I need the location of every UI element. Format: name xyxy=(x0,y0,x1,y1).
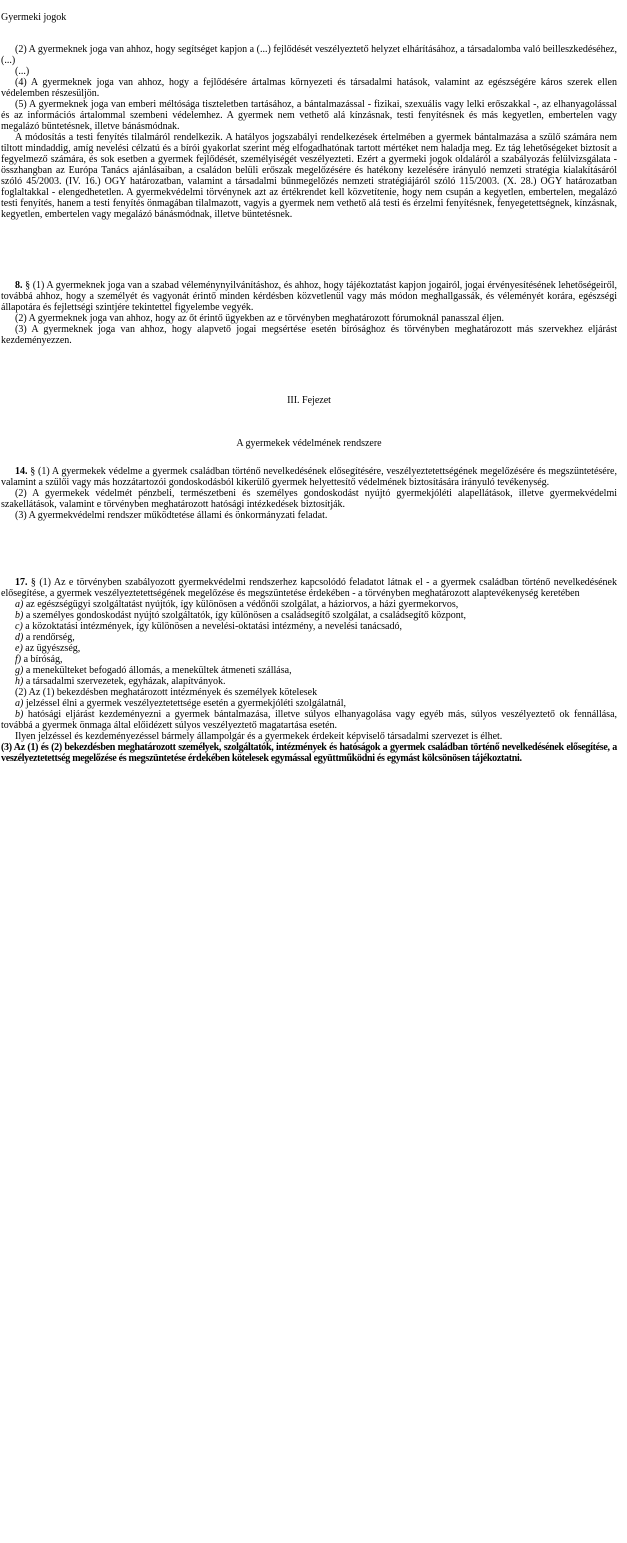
section-number: 17. xyxy=(15,577,28,588)
paragraph: 17. § (1) Az e törvényben szabályozott gyermekvédelmi rendszerhez kapcsolódó feladatot látnak el - a gyermek családban történő nevelkedésének elősegítése, a gyermek veszélyeztetettségének megelőzése és megszüntetése érdekében - a törvényben meghatározott alaptevékenység keretében xyxy=(1,577,617,599)
list-item: h) a társadalmi szervezetek, egyházak, alapítványok. xyxy=(15,676,226,687)
section-8 xyxy=(1,280,617,346)
paragraph: 8. § (1) A gyermeknek joga van a szabad véleménynyilvánításhoz, és ahhoz, hogy tájékoztatást kapjon jogairól, jogai érvényesítésének lehetőségeiről, továbbá ahhoz, hogy a személyét és vagyonát érintő minden kérdésben közvetlenül vagy más módon meghallgassák, és véleményét korára, egészségi állapotára és fejlettségi szintjére tekintettel figyelembe vegyék. xyxy=(1,280,617,313)
paragraph: (3) A gyermeknek joga van ahhoz, hogy alapvető jogai megsértése esetén bírósághoz és törvényben meghatározott más szervekhez eljárást kezdeményezzen. xyxy=(1,324,617,346)
list-item: b) hatósági eljárást kezdeményezni a gyermek bántalmazása, illetve súlyos elhanyagolása vagy egyéb más, súlyos veszélyeztető ok fennállása, továbbá a gyermek önmaga által előidézett súlyos veszélyeztető magatartása esetén. xyxy=(1,709,618,731)
section-number: 14. xyxy=(15,466,28,477)
paragraph: (2) Az (1) bekezdésben meghatározott intézmények és személyek kötelesek xyxy=(15,687,318,698)
document-title: Gyermeki jogok xyxy=(1,12,67,23)
list-item: e) az ügyészség, xyxy=(15,643,81,654)
paragraph: Ilyen jelzéssel és kezdeményezéssel bármely állampolgár és a gyermekek érdekeit képviselő társadalmi szervezet is élhet. xyxy=(15,731,503,742)
paragraph: (2) A gyermekek védelmét pénzbeli, természetbeni és személyes gondoskodást nyújtó gyermekjóléti alapellátások, illetve gyermekvédelmi szakellátások, valamint e törvényben meghatározott hatósági intézkedések biztosítják. xyxy=(1,488,617,510)
section-number: 8. xyxy=(15,280,23,291)
paragraph: (2) A gyermeknek joga van ahhoz, hogy az őt érintő ügyekben az e törvényben meghatározott fórumoknál panasszal éljen. xyxy=(15,313,504,324)
chapter-heading: III. Fejezet xyxy=(287,395,331,406)
list-item: d) a rendőrség, xyxy=(15,632,75,643)
list-item: a) jelzéssel élni a gyermek veszélyeztetettsége esetén a gyermekjóléti szolgálatnál, xyxy=(15,698,346,709)
paragraph: (4) A gyermeknek joga van ahhoz, hogy a fejlődésére ártalmas környezeti és társadalmi hatások, valamint az egészségére káros szerek ellen védelemben részesüljön. xyxy=(1,77,617,99)
paragraph: 14. § (1) A gyermekek védelme a gyermek családban történő nevelkedésének elősegítésére, veszélyeztetettségének megelőzésére és megszüntetésére, valamint a szülői vagy más hozzátartozói gondoskodásból kikerülő gyermek helyettesítő védelmének biztosítására irányuló tevékenység. xyxy=(1,466,617,488)
paragraph: A módosítás a testi fenyítés tilalmáról rendelkezik. A hatályos jogszabályi rendelkezések értelmében a gyermek bántalmazása a szülő számára nem tiltott mindaddig, amíg nevelési célzatú és a bírói gyakorlat szerint még elfogadhatónak tartott mértéket nem haladja meg. Ez tág lehetőségeket biztosít a fegyelmező számára, és sok esetben a gyermek fejlődését, személyiségét veszélyezteti. Ezért a gyermeki jogok oldaláról a szabályozás felülvizsgálata - összhangban az Európa Tanács ajánlásaiban, a családon belüli erőszak megelőzésére és hatékony kezelésére irányuló nemzeti stratégia kialakításáról szóló 45/2003. (IV. 16.) OGY határozatban, valamint a társadalmi bűnmegelőzés nemzeti stratégiájáról szóló 115/2003. (X. 28.) OGY határozatban foglaltakkal - elengedhetetlen. A gyermekvédelmi törvénynek azt az értékrendet kell közvetítenie, hogy nem csupán a kegyetlen, embertelen, megalázó testi fenyítés, hanem a testi fenyítés önmagában tilalmazott, vagyis a gyermek nem vethető alá testi és érzelmi fenyítésnek, fenyegetettségnek, kínzásnak, kegyetlen, embertelen vagy megalázó bánásmódnak, illetve büntetésnek. xyxy=(1,132,617,220)
bold-paragraph: (3) Az (1) és (2) bekezdésben meghatározott személyek, szolgáltatók, intézmények és hatóságok a gyermek családban történő nevelkedésének elősegítése, a veszélyeztetettség megelőzése és megszüntetése érdekében kötelesek egymással együttműködni és egymást kölcsönösen tájékoztatni. xyxy=(1,742,617,764)
paragraph: (5) A gyermeknek joga van emberi méltósága tiszteletben tartásához, a bántalmazással - fizikai, szexuális vagy lelki erőszakkal -, az elhanyagolással és az információs ártalommal szembeni védelemhez. A gyermek nem vethető alá kínzásnak, testi fenyítésnek és más kegyetlen, embertelen vagy megalázó büntetésnek, illetve bánásmódnak. xyxy=(1,99,617,132)
section-17 xyxy=(1,577,617,764)
list-item: a) az egészségügyi szolgáltatást nyújtók, így különösen a védőnői szolgálat, a háziorvos, a házi gyermekorvos, xyxy=(15,599,459,610)
list-item: b) a személyes gondoskodást nyújtó szolgáltatók, így különösen a családsegítő szolgálat, a családsegítő központ, xyxy=(15,610,467,621)
chapter-title: A gyermekek védelmének rendszere xyxy=(236,438,382,449)
paragraph: (...) xyxy=(15,66,30,77)
intro-block xyxy=(1,44,617,220)
list-item: c) a közoktatási intézmények, így különösen a nevelési-oktatási intézmény, a nevelési tanácsadó, xyxy=(15,621,402,632)
paragraph: (2) A gyermeknek joga van ahhoz, hogy segítséget kapjon a (...) fejlődését veszélyeztető helyzet elhárításához, a társadalomba való beilleszkedéséhez, (...) xyxy=(1,44,617,66)
paragraph: (3) A gyermekvédelmi rendszer működtetése állami és önkormányzati feladat. xyxy=(15,510,328,521)
list-item: f) a bíróság, xyxy=(15,654,63,665)
section-14 xyxy=(1,466,617,521)
list-item: g) a menekülteket befogadó állomás, a menekültek átmeneti szállása, xyxy=(15,665,292,676)
